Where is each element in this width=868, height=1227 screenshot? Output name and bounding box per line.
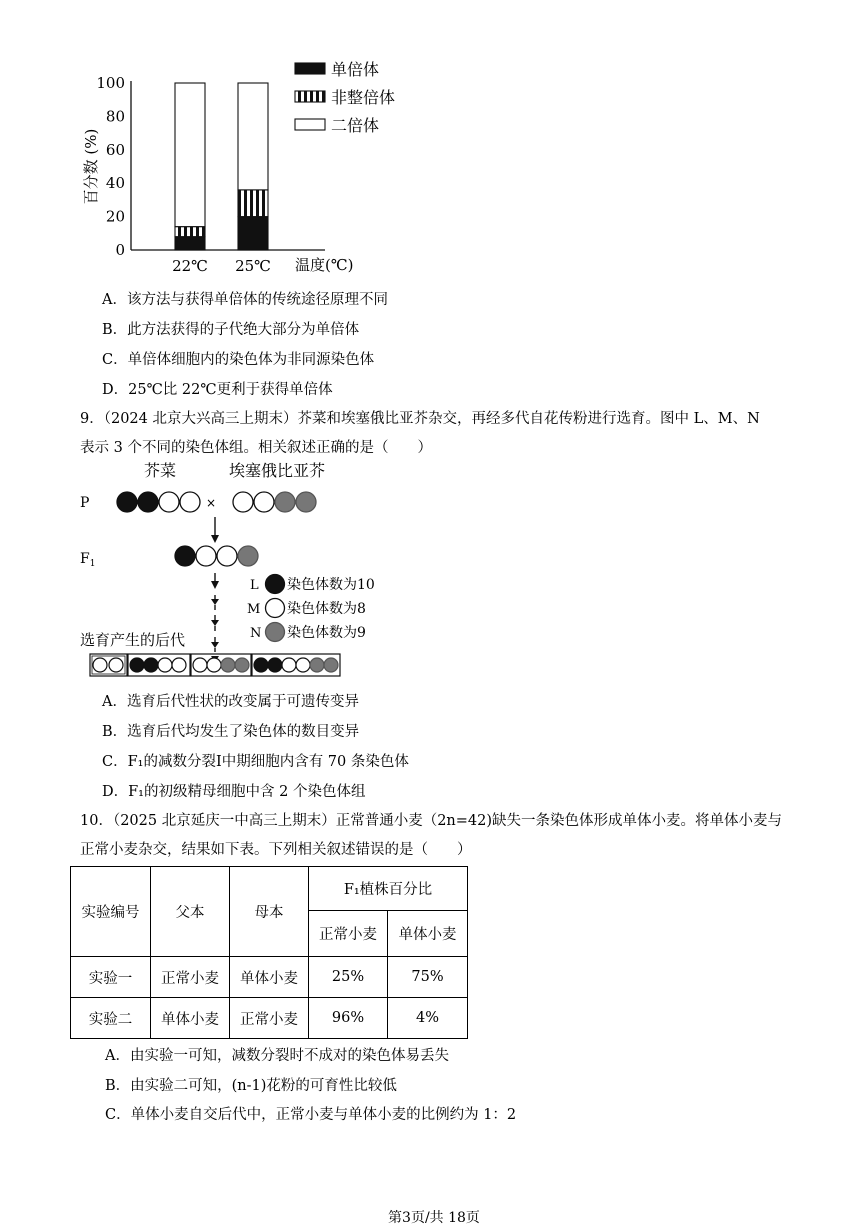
key-m-swatch xyxy=(266,599,285,618)
key-m-text: 染色体数为8 xyxy=(287,601,366,617)
legend-swatch xyxy=(295,63,325,74)
key-m-letter: M xyxy=(247,602,261,617)
offspring-box-1 xyxy=(90,654,127,676)
table-row xyxy=(71,998,468,1039)
parent1-circles xyxy=(117,492,200,512)
cell: 实验二 xyxy=(71,998,151,1039)
x-tick-label: 22℃ xyxy=(172,257,208,275)
offspring-label: 选育产生的后代 xyxy=(80,631,186,649)
y-tick-label: 60 xyxy=(105,140,125,159)
results-table xyxy=(70,866,468,1039)
header-mono: 单体小麦 xyxy=(388,911,468,957)
q10-stem-line2: 正常小麦杂交，结果如下表。下列相关叙述错误的是（ ） xyxy=(80,842,472,858)
header-father: 父本 xyxy=(151,867,230,957)
legend-label: 非整倍体 xyxy=(331,88,396,107)
key-n-swatch xyxy=(266,623,285,642)
legend-label: 二倍体 xyxy=(331,116,380,135)
chromosome-diagram xyxy=(70,455,410,685)
y-tick-label: 0 xyxy=(115,241,125,259)
bar-segment xyxy=(238,217,268,250)
q9-stem-line2: 表示 3 个不同的染色体组。相关叙述正确的是（ ） xyxy=(80,440,432,456)
q9-option-a: A．选育后代性状的改变属于可遗传变异 xyxy=(102,694,359,710)
cell: 25% xyxy=(309,957,388,998)
bar-segment xyxy=(175,227,205,237)
q10-option-c: C．单体小麦自交后代中，正常小麦与单体小麦的比例约为 1：2 xyxy=(105,1107,517,1123)
x-axis-label: 温度(℃) xyxy=(295,256,354,274)
bar-segment xyxy=(238,190,268,217)
q10-stem-line1: 10．（2025 北京延庆一中高三上期末）正常普通小麦（2n=42)缺失一条染色体形成单体小麦。将单体小麦与 xyxy=(80,813,783,829)
cell: 实验一 xyxy=(71,957,151,998)
key-l-letter: L xyxy=(250,578,259,593)
cell: 单体小麦 xyxy=(230,957,309,998)
y-tick-label: 20 xyxy=(105,207,125,226)
q10-option-b: B．由实验二可知，(n-1)花粉的可育性比较低 xyxy=(105,1078,397,1094)
header-id: 实验编号 xyxy=(71,867,151,957)
parent1-label: 芥菜 xyxy=(143,461,177,480)
parent2-label: 埃塞俄比亚芥 xyxy=(228,461,326,480)
stacked-bar-chart xyxy=(70,55,430,280)
q9-stem-line1: 9．（2024 北京大兴高三上期末）芥菜和埃塞俄比亚芥杂交，再经多代自花传粉进行选育。图中 L、M、N xyxy=(80,411,760,427)
header-f1-percent: F₁植株百分比 xyxy=(309,867,468,911)
q8-option-c: C．单倍体细胞内的染色体为非同源染色体 xyxy=(102,352,375,368)
y-axis-label: 百分数 (%) xyxy=(82,128,100,205)
q9-option-d: D．F₁的初级精母细胞中含 2 个染色体组 xyxy=(102,784,366,800)
cross-symbol: × xyxy=(205,496,217,510)
p-label: P xyxy=(80,495,90,511)
key-n-text: 染色体数为9 xyxy=(287,625,366,641)
legend-swatch xyxy=(295,119,325,130)
y-tick-label: 100 xyxy=(96,74,125,92)
cell: 75% xyxy=(388,957,468,998)
legend-label: 单倍体 xyxy=(331,60,380,79)
q9-option-c: C．F₁的减数分裂Ⅰ中期细胞内含有 70 条染色体 xyxy=(102,754,409,770)
f1-label: $F_1$ xyxy=(80,551,96,569)
cell: 4% xyxy=(388,998,468,1039)
y-tick-label: 80 xyxy=(105,107,125,126)
header-normal: 正常小麦 xyxy=(309,911,388,957)
parent2-circles xyxy=(233,492,316,512)
offspring-box-4 xyxy=(252,654,340,676)
key-l-text: 染色体数为10 xyxy=(287,577,375,593)
bar-segment xyxy=(175,83,205,227)
key-n-letter: N xyxy=(250,626,262,641)
cell: 单体小麦 xyxy=(151,998,230,1039)
offspring-box-3 xyxy=(191,654,251,676)
x-tick-label: 25℃ xyxy=(235,257,271,275)
legend-swatch xyxy=(295,91,325,102)
bar-segment xyxy=(238,83,268,190)
offspring-box-2 xyxy=(128,654,190,676)
key-l-swatch xyxy=(266,575,285,594)
f1-circles xyxy=(175,546,258,566)
bar-segment xyxy=(175,237,205,250)
y-tick-label: 40 xyxy=(105,174,125,193)
cell: 正常小麦 xyxy=(151,957,230,998)
table-row xyxy=(71,957,468,998)
q10-option-a: A．由实验一可知，减数分裂时不成对的染色体易丢失 xyxy=(105,1048,449,1064)
q8-option-d: D．25℃比 22℃更利于获得单倍体 xyxy=(102,382,333,398)
header-mother: 母本 xyxy=(230,867,309,957)
q8-option-b: B．此方法获得的子代绝大部分为单倍体 xyxy=(102,322,360,338)
q9-option-b: B．选育后代均发生了染色体的数目变异 xyxy=(102,724,360,740)
cell: 正常小麦 xyxy=(230,998,309,1039)
page-footer: 第3页/共 18页 xyxy=(388,1210,480,1226)
cell: 96% xyxy=(309,998,388,1039)
q8-option-a: A．该方法与获得单倍体的传统途径原理不同 xyxy=(102,292,388,308)
